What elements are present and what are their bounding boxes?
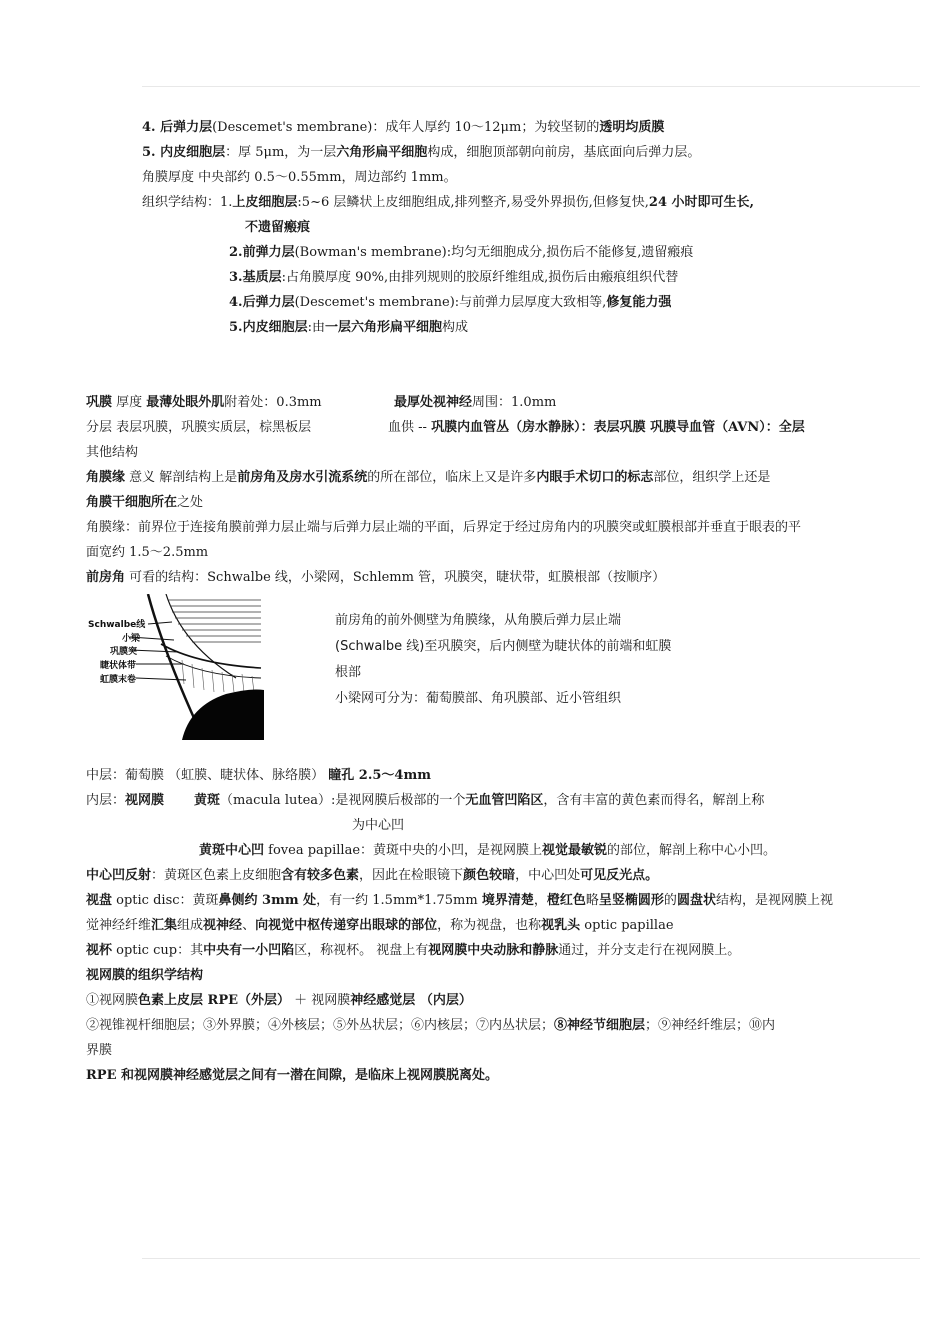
- bold-text: 中央有一小凹陷: [203, 943, 295, 958]
- bold-text: 可见反光点。: [580, 868, 659, 883]
- text: ，含有丰富的黄色素而得名，解剖上称: [543, 793, 765, 808]
- text: :由: [307, 320, 325, 335]
- limbus-line-2: [86, 493, 203, 513]
- bold-text: 视神经: [203, 918, 243, 933]
- bold-text: 前房角及房水引流系统: [237, 470, 368, 485]
- bold-text: 汇集: [151, 918, 178, 933]
- text: 、: [242, 918, 256, 933]
- text: ；⑨神经纤维层；⑩内: [645, 1018, 776, 1033]
- bold-text: 瞳孔 2.5～4mm: [328, 768, 431, 783]
- text: 之处: [177, 495, 204, 510]
- term-optic-cup: 视杯: [86, 943, 113, 958]
- term-endothelium-2: 5.内皮细胞层: [229, 320, 308, 335]
- text: （macula lutea）:是视网膜后极部的一个: [220, 793, 466, 808]
- figure-label-ciliary-band: 睫状体带: [100, 661, 137, 671]
- text: optic papillae: [580, 918, 674, 933]
- bold-text: 视觉最敏锐: [542, 843, 608, 858]
- text: ①视网膜: [86, 993, 139, 1008]
- angle-line-1: [86, 568, 665, 588]
- angle-caption-3: 根部: [335, 665, 362, 680]
- text: :5~6 层鳞状上皮细胞组成,排列整齐,易受外界损伤,但修复快,: [297, 195, 649, 210]
- angle-diagram: [86, 594, 266, 740]
- text: 周围：1.0mm: [472, 395, 557, 410]
- retina-layers-2: [86, 1016, 775, 1036]
- bold-text: 向视觉中枢传递穿出眼球的部位: [255, 918, 438, 933]
- bold-text: 最厚处视神经: [394, 395, 473, 410]
- cornea-line-2: [142, 143, 700, 163]
- sclera-other: 其他结构: [86, 445, 139, 460]
- header-rule: [142, 86, 920, 87]
- term-stroma: 3.基质层: [229, 270, 282, 285]
- text: 可看的结构：Schwalbe 线，小梁网，Schlemm 管，巩膜突，睫状带，虹膜根部（按顺序）: [125, 570, 666, 585]
- cornea-histology-1: [142, 193, 754, 213]
- limbus-line-3: 角膜缘：前界位于连接角膜前弹力层止端与后弹力层止端的平面，后界定于经过房角内的巩膜突或虹膜根部并垂直于眼表的平: [86, 520, 802, 535]
- limbus-line-4: 面宽约 1.5～2.5mm: [86, 545, 209, 560]
- text: 组成: [177, 918, 204, 933]
- text: ，有一约 1.5mm*1.75mm: [316, 893, 482, 908]
- term-descemet-2: 4.后弹力层: [229, 295, 295, 310]
- cornea-histology-3: [229, 268, 678, 288]
- cornea-line-1: [142, 118, 664, 138]
- text: 中层：葡萄膜 （虹膜、睫状体、脉络膜）: [86, 768, 329, 783]
- bold-text: 巩膜内血管丛（房水静脉）：表层巩膜 巩膜导血管（AVN）：全层: [431, 420, 805, 435]
- bold-text: 无血管凹陷区: [465, 793, 544, 808]
- text: 构成，细胞顶部朝向前房，基底面向后弹力层。: [427, 145, 701, 160]
- figure-label-trabecula: 小梁: [122, 634, 141, 644]
- bold-text: 透明均质膜: [599, 120, 665, 135]
- term-macula: 黄斑: [194, 793, 221, 808]
- term-endothelium: 5. 内皮细胞层: [142, 145, 226, 160]
- text: 的部位，解剖上称中心小凹。: [607, 843, 777, 858]
- bold-text: 色素上皮层 RPE（外层）: [138, 993, 291, 1008]
- cornea-histology-1b: 不遗留瘢痕: [245, 220, 311, 235]
- text: :占角膜厚度 90%,由排列规则的胶原纤维组成,损伤后由瘢痕组织代替: [281, 270, 679, 285]
- text: 略: [585, 893, 599, 908]
- figure-label-iris-root: 虹膜末卷: [100, 675, 137, 685]
- text: (Descemet's membrane)：成年人厚约 10～12μm；为较坚韧的: [212, 120, 600, 135]
- text: ，: [533, 893, 547, 908]
- term-fovea: 黄斑中心凹: [199, 843, 265, 858]
- text: 意义 解剖结构上是: [125, 470, 238, 485]
- term-retina: 视网膜: [125, 793, 165, 808]
- sclera-line-1-right: [394, 393, 556, 413]
- bold-text: 24 小时即可生长,: [648, 195, 755, 210]
- retina-optic-disc-2: [86, 916, 674, 936]
- retina-optic-disc-1: [86, 891, 833, 911]
- text: fovea papillae：黄斑中央的小凹，是视网膜上: [264, 843, 543, 858]
- uvea-line: [86, 766, 431, 786]
- cornea-histology-5: [229, 318, 468, 338]
- bold-text: 颜色较暗: [463, 868, 516, 883]
- term-angle: 前房角: [86, 570, 126, 585]
- retina-detachment-note: RPE 和视网膜神经感觉层之间有一潜在间隙，是临床上视网膜脱离处。: [86, 1068, 499, 1083]
- bold-text: 含有较多色素: [281, 868, 360, 883]
- text: ，中心凹处: [515, 868, 581, 883]
- text: 区，称视杯。 视盘上有: [294, 943, 429, 958]
- retina-line-1: [86, 791, 764, 811]
- text: 血供 --: [388, 420, 432, 435]
- sclera-line-1: [86, 393, 322, 413]
- text: 的所在部位，临床上又是许多: [367, 470, 537, 485]
- angle-caption-1: 前房角的前外侧壁为角膜缘，从角膜后弹力层止端: [335, 613, 622, 628]
- text: 内层：: [86, 793, 126, 808]
- sclera-blood-supply: [388, 418, 805, 438]
- text: 部位，组织学上还是: [653, 470, 771, 485]
- retina-layers-3: 界膜: [86, 1043, 113, 1058]
- angle-caption-2: (Schwalbe 线)至巩膜突，后内侧壁为睫状体的前端和虹膜: [335, 639, 672, 654]
- retina-fovea: [199, 841, 776, 861]
- term-descemet: 4. 后弹力层: [142, 120, 213, 135]
- text: 组织学结构：1.: [142, 195, 233, 210]
- bold-text: 角膜干细胞所在: [86, 495, 178, 510]
- term-bowman: 2.前弹力层: [229, 245, 295, 260]
- bold-text: 视网膜中央动脉和静脉: [428, 943, 559, 958]
- figure-label-scleral-spur: 巩膜突: [110, 647, 138, 657]
- retina-layers-1: [86, 991, 472, 1011]
- sclera-line-2: 分层 表层巩膜，巩膜实质层，棕黑板层: [86, 420, 312, 435]
- cornea-histology-2: [229, 243, 693, 263]
- angle-caption-4: 小梁网可分为：葡萄膜部、角巩膜部、近小管组织: [335, 691, 622, 706]
- text: 的: [663, 893, 677, 908]
- bold-text: 修复能力强: [606, 295, 672, 310]
- text: 厚度: [112, 395, 147, 410]
- text: optic disc：黄斑: [112, 893, 219, 908]
- bold-text: 最薄处眼外肌: [146, 395, 225, 410]
- text: (Bowman's membrane):均匀无细胞成分,损伤后不能修复,遗留瘢痕: [294, 245, 694, 260]
- term-sclera: 巩膜: [86, 395, 113, 410]
- text: ＋ 视网膜: [290, 993, 351, 1008]
- text: (Descemet's membrane):与前弹力层厚度大致相等,: [294, 295, 607, 310]
- limbus-line-1: [86, 468, 770, 488]
- text: 附着处：0.3mm: [224, 395, 322, 410]
- bold-text: 橙红色: [546, 893, 586, 908]
- text: 结构，是视网膜上视: [715, 893, 833, 908]
- bold-text: 内眼手术切口的标志: [536, 470, 654, 485]
- footer-rule: [142, 1258, 920, 1259]
- bold-text: 境界清楚: [481, 893, 534, 908]
- retina-histology-heading: 视网膜的组织学结构: [86, 968, 204, 983]
- retina-line-2: 为中心凹: [352, 818, 405, 833]
- text: ，因此在检眼镜下: [359, 868, 464, 883]
- bold-text: ⑧神经节细胞层: [554, 1018, 646, 1033]
- text: ：厚 5μm，为一层: [225, 145, 337, 160]
- text: 通过，并分支走行在视网膜上。: [558, 943, 741, 958]
- bold-text: 呈竖椭圆形: [598, 893, 664, 908]
- bold-text: 视乳头: [541, 918, 581, 933]
- text: 构成: [441, 320, 468, 335]
- term-limbus: 角膜缘: [86, 470, 126, 485]
- term-epithelium: 上皮细胞层: [232, 195, 298, 210]
- retina-optic-cup: [86, 941, 740, 961]
- bold-text: 神经感觉层 （内层）: [350, 993, 472, 1008]
- cornea-histology-4: [229, 293, 671, 313]
- text: ，称为视盘，也称: [437, 918, 542, 933]
- term-foveal-reflex: 中心凹反射: [86, 868, 152, 883]
- text: 觉神经纤维: [86, 918, 152, 933]
- bold-text: 鼻侧约 3mm 处: [218, 893, 317, 908]
- bold-text: 一层六角形扁平细胞: [324, 320, 442, 335]
- cornea-thickness: 角膜厚度 中央部约 0.5～0.55mm，周边部约 1mm。: [142, 170, 457, 185]
- bold-text: 六角形扁平细胞: [336, 145, 428, 160]
- text: ：黄斑区色素上皮细胞: [151, 868, 282, 883]
- figure-label-schwalbe: Schwalbe线: [88, 620, 146, 630]
- text: optic cup：其: [112, 943, 204, 958]
- term-optic-disc: 视盘: [86, 893, 113, 908]
- bold-text: 圆盘状: [676, 893, 716, 908]
- text: ②视锥视杆细胞层；③外界膜；④外核层；⑤外丛状层；⑥内核层；⑦内丛状层；: [86, 1018, 555, 1033]
- retina-foveal-reflex: [86, 866, 658, 886]
